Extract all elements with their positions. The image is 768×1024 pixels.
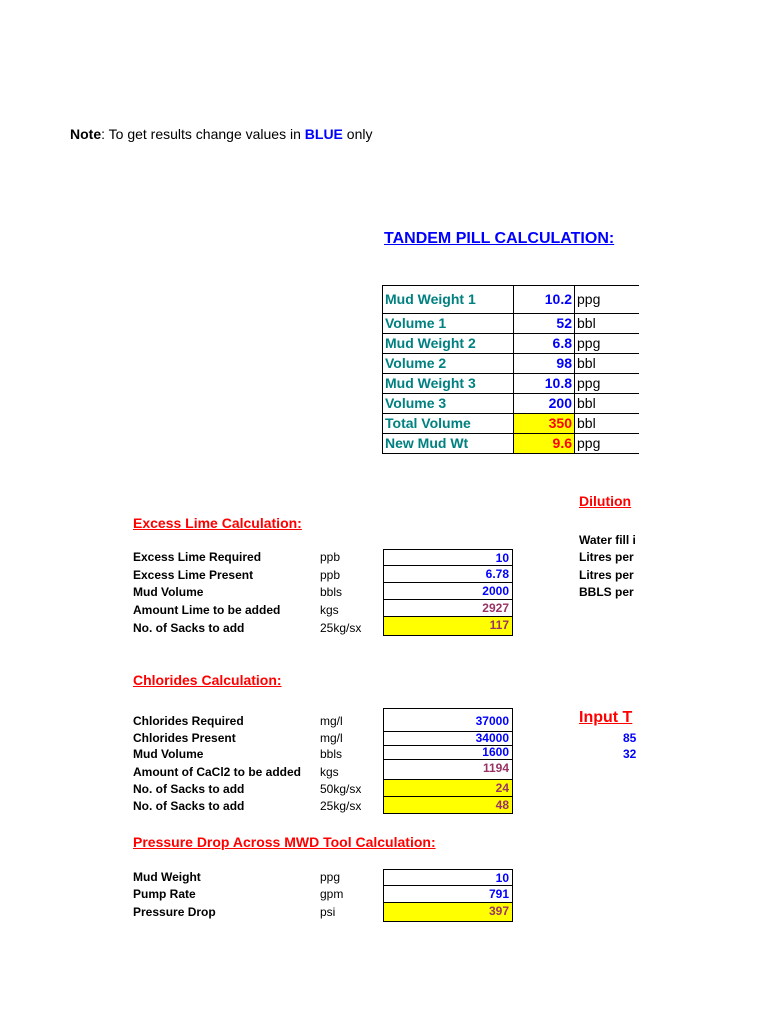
row-label: No. of Sacks to add xyxy=(133,621,245,635)
unit-cell: bbl xyxy=(575,394,640,414)
unit-label: mg/l xyxy=(320,731,343,745)
input-cell[interactable]: 2000 xyxy=(383,583,513,600)
unit-cell: bbl xyxy=(575,354,640,374)
row-label: Chlorides Present xyxy=(133,731,236,745)
input-cell[interactable]: 791 xyxy=(383,886,513,903)
row-label: Volume 1 xyxy=(383,314,514,334)
input-cell[interactable]: 6.78 xyxy=(383,566,513,583)
unit-cell: bbl xyxy=(575,414,640,434)
excess-lime-title: Excess Lime Calculation: xyxy=(133,515,302,531)
unit-label: mg/l xyxy=(320,714,343,728)
row-label: Mud Volume xyxy=(133,747,204,761)
input-cell[interactable]: 1600 xyxy=(383,746,513,760)
input-cell[interactable]: 6.8 xyxy=(514,334,575,354)
result-cell: 48 xyxy=(383,797,513,814)
input-cell[interactable]: 10 xyxy=(383,549,513,566)
row-label: Excess Lime Required xyxy=(133,550,262,564)
row-label: Pump Rate xyxy=(133,887,196,901)
unit-label: gpm xyxy=(320,887,344,901)
table-row xyxy=(383,414,640,434)
input-cell[interactable]: 10.8 xyxy=(514,374,575,394)
unit-cell: bbl xyxy=(575,314,640,334)
unit-label: ppg xyxy=(320,870,341,884)
dilution-title: Dilution xyxy=(579,493,632,509)
result-cell: 397 xyxy=(383,903,513,922)
result-cell: 350 xyxy=(514,414,575,434)
dilution-line: Water fill i xyxy=(579,533,636,547)
row-label: Amount Lime to be added xyxy=(133,603,281,617)
unit-label: 25kg/sx xyxy=(320,621,362,635)
row-label: Mud Weight 3 xyxy=(383,374,514,394)
unit-label: ppb xyxy=(320,568,341,582)
note-text: : To get results change values in xyxy=(101,126,305,142)
table-row xyxy=(383,334,640,354)
row-label: Pressure Drop xyxy=(133,905,216,919)
input-value[interactable]: 32 xyxy=(623,747,637,761)
table-row xyxy=(383,286,640,314)
row-label: Total Volume xyxy=(383,414,514,434)
input-cell[interactable]: 52 xyxy=(514,314,575,334)
table-row xyxy=(383,354,640,374)
unit-cell: ppg xyxy=(575,374,640,394)
unit-label: kgs xyxy=(320,603,339,617)
chlorides-title: Chlorides Calculation: xyxy=(133,672,282,688)
dilution-line: Litres per xyxy=(579,550,634,564)
unit-label: bbls xyxy=(320,585,343,599)
calc-cell: 2927 xyxy=(383,600,513,617)
table-row xyxy=(383,374,640,394)
row-label: No. of Sacks to add xyxy=(133,782,245,796)
input-cell[interactable]: 200 xyxy=(514,394,575,414)
row-label: Mud Weight 2 xyxy=(383,334,514,354)
pressure-drop-title: Pressure Drop Across MWD Tool Calculation: xyxy=(133,834,436,850)
unit-label: 50kg/sx xyxy=(320,782,362,796)
row-label: New Mud Wt xyxy=(383,434,514,454)
unit-label: psi xyxy=(320,905,336,919)
row-label: Volume 3 xyxy=(383,394,514,414)
table-row xyxy=(383,394,640,414)
unit-label: bbls xyxy=(320,747,343,761)
row-label: No. of Sacks to add xyxy=(133,799,245,813)
calc-cell: 1194 xyxy=(383,760,513,780)
row-label: Amount of CaCl2 to be added xyxy=(133,765,301,779)
input-cell[interactable]: 37000 xyxy=(383,708,513,732)
result-cell: 24 xyxy=(383,780,513,797)
input-title: Input T xyxy=(579,709,633,726)
row-label: Volume 2 xyxy=(383,354,514,374)
result-cell: 9.6 xyxy=(514,434,575,454)
note-highlight: BLUE xyxy=(304,126,343,142)
unit-cell: ppg xyxy=(575,286,640,314)
note-label: Note xyxy=(70,126,102,142)
unit-cell: ppg xyxy=(575,334,640,354)
result-cell: 117 xyxy=(383,617,513,636)
instruction-note xyxy=(70,126,372,142)
row-label: Mud Weight 1 xyxy=(383,286,514,314)
dilution-line: BBLS per xyxy=(579,585,634,599)
row-label: Mud Volume xyxy=(133,585,204,599)
tandem-title: TANDEM PILL CALCULATION: xyxy=(384,230,615,247)
input-value[interactable]: 85 xyxy=(623,731,637,745)
table-row xyxy=(383,434,640,454)
input-cell[interactable]: 10 xyxy=(383,869,513,886)
unit-label: ppb xyxy=(320,550,341,564)
row-label: Chlorides Required xyxy=(133,714,244,728)
input-cell[interactable]: 98 xyxy=(514,354,575,374)
row-label: Mud Weight xyxy=(133,870,201,884)
row-label: Excess Lime Present xyxy=(133,568,254,582)
note-text-after: only xyxy=(342,126,373,142)
dilution-line: Litres per xyxy=(579,568,634,582)
unit-cell: ppg xyxy=(575,434,640,454)
input-cell[interactable]: 10.2 xyxy=(514,286,575,314)
tandem-table xyxy=(382,285,639,454)
unit-label: 25kg/sx xyxy=(320,799,362,813)
input-cell[interactable]: 34000 xyxy=(383,732,513,746)
table-row xyxy=(383,314,640,334)
unit-label: kgs xyxy=(320,765,339,779)
